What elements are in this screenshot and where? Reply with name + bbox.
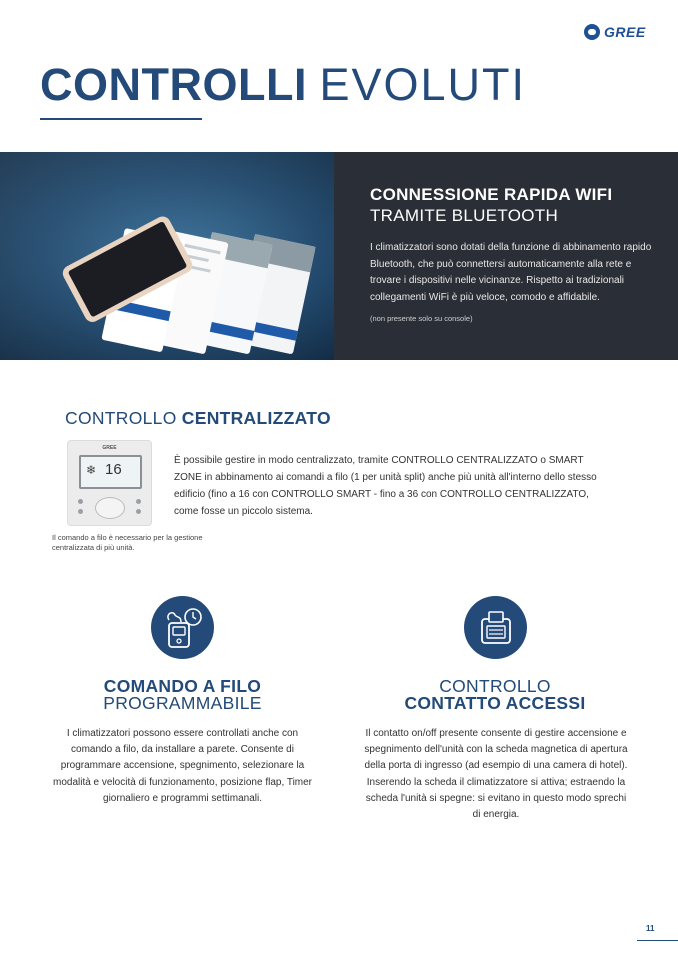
page-title [40,60,526,110]
banner-body: I climatizzatori sono dotati della funzione di abbinamento rapido Bluetooth, che può connettersi automaticamente alla rete e trovare i dispositivi nelle vicinanze. Rispetto ai tradizionali collegamenti WiFi è più veloce, comodo e affidabile. [370,242,652,303]
wired-controller-image [67,440,152,526]
banner-text [334,152,678,360]
page-number-rule [637,940,678,941]
title-underline [40,118,202,120]
card-reader-icon [464,596,527,659]
page-title-light: EVOLUTI [319,59,527,110]
device-button-icon [136,499,141,504]
central-title-bold: CENTRALIZZATO [181,408,331,428]
feature-body-wired: I climatizzatori possono essere controllati anche con comando a filo, da installare a parete. Consente di programmare accensione, spegnimento, selezionare la modalità e velocità di funzionamento, posizione flap, Timer giornaliero e programmi settimanali. [52,728,313,804]
device-caption: Il comando a filo è necessario per la gestione centralizzata di più unità. [52,533,203,552]
central-title-light: CONTROLLO [65,408,177,428]
device-button-icon [78,499,83,504]
feature-title-light: CONTROLLO [439,676,551,696]
device-brand: GREE [102,445,117,451]
brand-name: GREE [604,24,646,40]
bluetooth-banner [0,152,678,360]
page-number: 11 [646,924,655,933]
banner-title-bold: CONNESSIONE RAPIDA WIFI [370,185,613,204]
page-title-bold: CONTROLLI [40,59,307,110]
device-screen [79,455,142,489]
snowflake-icon: ❄ [86,463,97,477]
device-button-icon [78,509,83,514]
device-button-icon [136,509,141,514]
central-body: È possibile gestire in modo centralizzato, tramite CONTROLLO CENTRALIZZATO o SMART ZONE in abbinamento ai comandi a filo (1 per unità split) anche più unità all'interno dello stesso edificio (fino a 16 con CONTROLLO SMART - fino a 36 con CONTROLLO CENTRALIZZATO, come fosse un piccolo sistema. [174,455,597,517]
smartphone-app-image [0,152,334,360]
banner-note: (non presente solo su console) [370,314,473,323]
wired-remote-clock-icon [151,596,214,659]
feature-title-light: PROGRAMMABILE [103,693,262,713]
central-section-title [65,408,331,429]
device-dpad [95,497,125,519]
feature-title-wired [70,678,295,712]
feature-title-bold: COMANDO A FILO [103,676,262,696]
feature-title-bold: CONTATTO ACCESSI [404,693,586,713]
device-temperature: 16 [105,461,122,478]
banner-title-light: TRAMITE BLUETOOTH [370,206,559,225]
gree-logo-icon [584,24,600,40]
feature-title-access [380,678,610,712]
feature-body-access: Il contatto on/off presente consente di gestire accensione e spegnimento dell'unità con la scheda magnetica di apertura della porta di ingresso (ad esempio di una camera di hotel). Inserendo la scheda il climatizzatore si attiva; estraendo la scheda l'unità si spegne: si evitano in questo modo sprechi di energia. [364,728,628,821]
phones-illustration [0,152,334,360]
brand-logo [584,24,646,40]
